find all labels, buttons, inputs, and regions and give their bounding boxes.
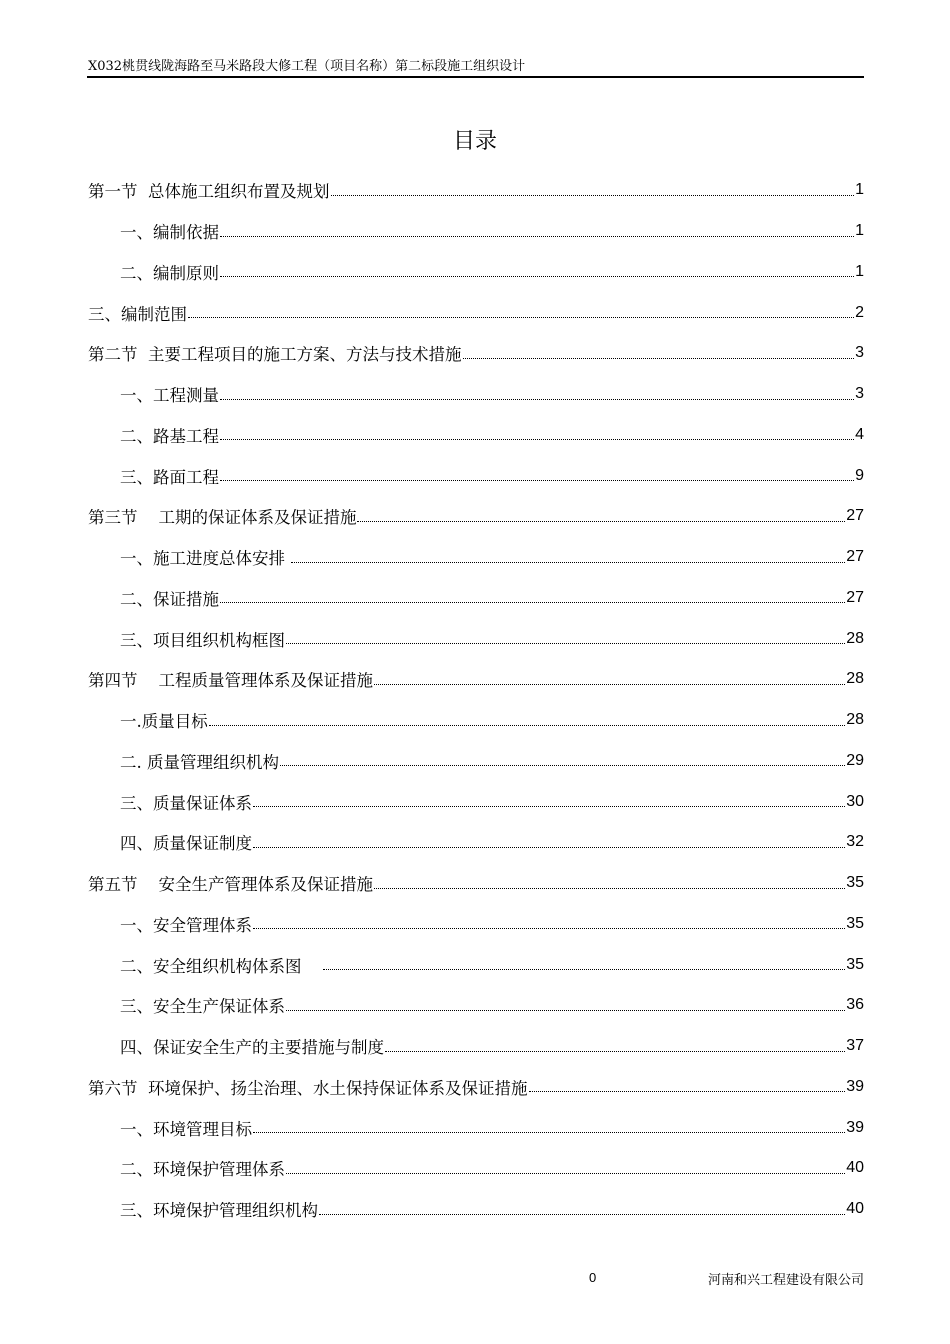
toc-entry-text: 二、安全组织机构体系图 xyxy=(120,956,323,976)
toc-entry-page: 40 xyxy=(846,1200,864,1218)
toc-dot-leader xyxy=(209,725,845,726)
toc-entry-text: 三、环境保护管理组织机构 xyxy=(120,1201,318,1221)
page-title: 目录 xyxy=(452,129,497,154)
toc-entry-text: 二、保证措施 xyxy=(120,589,219,609)
footer-page-number: 0 xyxy=(589,1270,597,1285)
toc-entry-text: 二、路基工程 xyxy=(120,426,219,446)
toc-entry-text: 三、路面工程 xyxy=(120,467,219,487)
toc-entry[interactable] xyxy=(88,1189,864,1230)
toc-entry[interactable] xyxy=(88,904,864,945)
toc-entry-page: 39 xyxy=(846,1077,864,1095)
toc-entry[interactable] xyxy=(88,944,864,985)
toc-entry[interactable] xyxy=(88,1107,864,1148)
table-of-contents xyxy=(88,170,864,1230)
toc-dot-leader xyxy=(374,684,845,685)
toc-entry[interactable] xyxy=(88,537,864,578)
toc-entry-page: 40 xyxy=(846,1159,864,1177)
header-rule xyxy=(87,76,864,78)
toc-entry-text: 第五节 安全生产管理体系及保证措施 xyxy=(88,875,373,895)
toc-entry-page: 27 xyxy=(846,588,864,606)
toc-entry-page: 28 xyxy=(846,670,864,688)
toc-dot-leader xyxy=(385,1051,845,1052)
toc-entry-text: 四、保证安全生产的主要措施与制度 xyxy=(120,1038,384,1058)
toc-entry[interactable] xyxy=(88,1148,864,1189)
toc-entry-text: 三、项目组织机构框图 xyxy=(120,630,285,650)
toc-entry-page: 1 xyxy=(855,222,864,240)
toc-entry-page: 29 xyxy=(846,751,864,769)
toc-dot-leader xyxy=(280,765,845,766)
toc-entry-text: 二. 质量管理组织机构 xyxy=(120,752,279,772)
toc-entry-text: 一、编制依据 xyxy=(120,223,219,243)
toc-dot-leader xyxy=(220,602,845,603)
toc-entry[interactable] xyxy=(88,781,864,822)
toc-dot-leader xyxy=(374,888,845,889)
toc-entry-page: 27 xyxy=(846,548,864,566)
footer-company: 河南和兴工程建设有限公司 xyxy=(707,1273,864,1288)
toc-entry[interactable] xyxy=(88,496,864,537)
toc-entry-text: 三、编制范围 xyxy=(88,304,187,324)
toc-dot-leader xyxy=(253,847,845,848)
toc-entry-text: 第四节 工程质量管理体系及保证措施 xyxy=(88,671,373,691)
toc-entry-page: 30 xyxy=(846,792,864,810)
toc-entry[interactable] xyxy=(88,618,864,659)
toc-dot-leader xyxy=(253,1132,845,1133)
toc-dot-leader xyxy=(319,1214,845,1215)
toc-entry-text: 第六节 环境保护、扬尘治理、水土保持保证体系及保证措施 xyxy=(88,1078,528,1098)
toc-dot-leader xyxy=(286,643,845,644)
toc-entry[interactable] xyxy=(88,211,864,252)
toc-entry-text: 二、编制原则 xyxy=(120,263,219,283)
toc-entry-page: 1 xyxy=(855,181,864,199)
toc-entry-text: 第三节 工期的保证体系及保证措施 xyxy=(88,508,357,528)
toc-entry[interactable] xyxy=(88,252,864,293)
toc-entry[interactable] xyxy=(88,333,864,374)
toc-entry[interactable] xyxy=(88,863,864,904)
toc-entry-page: 35 xyxy=(846,914,864,932)
toc-entry-page: 35 xyxy=(846,955,864,973)
toc-entry[interactable] xyxy=(88,822,864,863)
toc-entry-page: 32 xyxy=(846,833,864,851)
toc-dot-leader xyxy=(357,521,845,522)
toc-entry[interactable] xyxy=(88,741,864,782)
toc-dot-leader xyxy=(220,399,854,400)
toc-entry-page: 39 xyxy=(846,1118,864,1136)
toc-dot-leader xyxy=(220,236,854,237)
toc-entry-text: 一、施工进度总体安排 xyxy=(120,549,291,569)
toc-entry-text: 一.质量目标 xyxy=(120,712,208,732)
toc-entry[interactable] xyxy=(88,1026,864,1067)
toc-entry[interactable] xyxy=(88,659,864,700)
toc-entry-page: 1 xyxy=(855,262,864,280)
toc-entry-text: 三、安全生产保证体系 xyxy=(120,997,285,1017)
toc-entry[interactable] xyxy=(88,700,864,741)
toc-entry-page: 27 xyxy=(846,507,864,525)
toc-dot-leader xyxy=(253,806,845,807)
toc-entry-text: 第二节 主要工程项目的施工方案、方法与技术措施 xyxy=(88,345,462,365)
toc-entry[interactable] xyxy=(88,170,864,211)
toc-dot-leader xyxy=(291,562,845,563)
toc-entry-text: 第一节 总体施工组织布置及规划 xyxy=(88,182,330,202)
toc-dot-leader xyxy=(220,480,854,481)
toc-entry-page: 3 xyxy=(855,344,864,362)
page-header: X032桃贯线陇海路至马米路段大修工程（项目名称）第二标段施工组织设计 xyxy=(88,59,526,74)
toc-entry[interactable] xyxy=(88,415,864,456)
toc-entry[interactable] xyxy=(88,455,864,496)
toc-entry[interactable] xyxy=(88,578,864,619)
toc-entry-text: 三、质量保证体系 xyxy=(120,793,252,813)
toc-entry[interactable] xyxy=(88,1067,864,1108)
toc-dot-leader xyxy=(529,1091,846,1092)
toc-entry-page: 28 xyxy=(846,629,864,647)
toc-entry-page: 35 xyxy=(846,874,864,892)
toc-entry-page: 28 xyxy=(846,711,864,729)
toc-entry-page: 2 xyxy=(855,303,864,321)
toc-entry-text: 四、质量保证制度 xyxy=(120,834,252,854)
toc-entry[interactable] xyxy=(88,985,864,1026)
toc-dot-leader xyxy=(331,195,855,196)
toc-dot-leader xyxy=(188,317,854,318)
toc-entry[interactable] xyxy=(88,374,864,415)
toc-entry-text: 二、环境保护管理体系 xyxy=(120,1160,285,1180)
toc-dot-leader xyxy=(463,358,855,359)
toc-dot-leader xyxy=(323,969,845,970)
toc-entry-page: 36 xyxy=(846,996,864,1014)
toc-dot-leader xyxy=(220,276,854,277)
toc-entry-page: 4 xyxy=(855,425,864,443)
toc-entry-text: 一、环境管理目标 xyxy=(120,1119,252,1139)
toc-dot-leader xyxy=(286,1010,845,1011)
toc-entry-page: 37 xyxy=(846,1037,864,1055)
toc-dot-leader xyxy=(286,1173,845,1174)
toc-dot-leader xyxy=(220,439,854,440)
toc-entry-page: 9 xyxy=(855,466,864,484)
toc-entry[interactable] xyxy=(88,292,864,333)
toc-entry-text: 一、工程测量 xyxy=(120,386,219,406)
toc-entry-page: 3 xyxy=(855,385,864,403)
toc-dot-leader xyxy=(253,928,845,929)
toc-entry-text: 一、安全管理体系 xyxy=(120,915,252,935)
